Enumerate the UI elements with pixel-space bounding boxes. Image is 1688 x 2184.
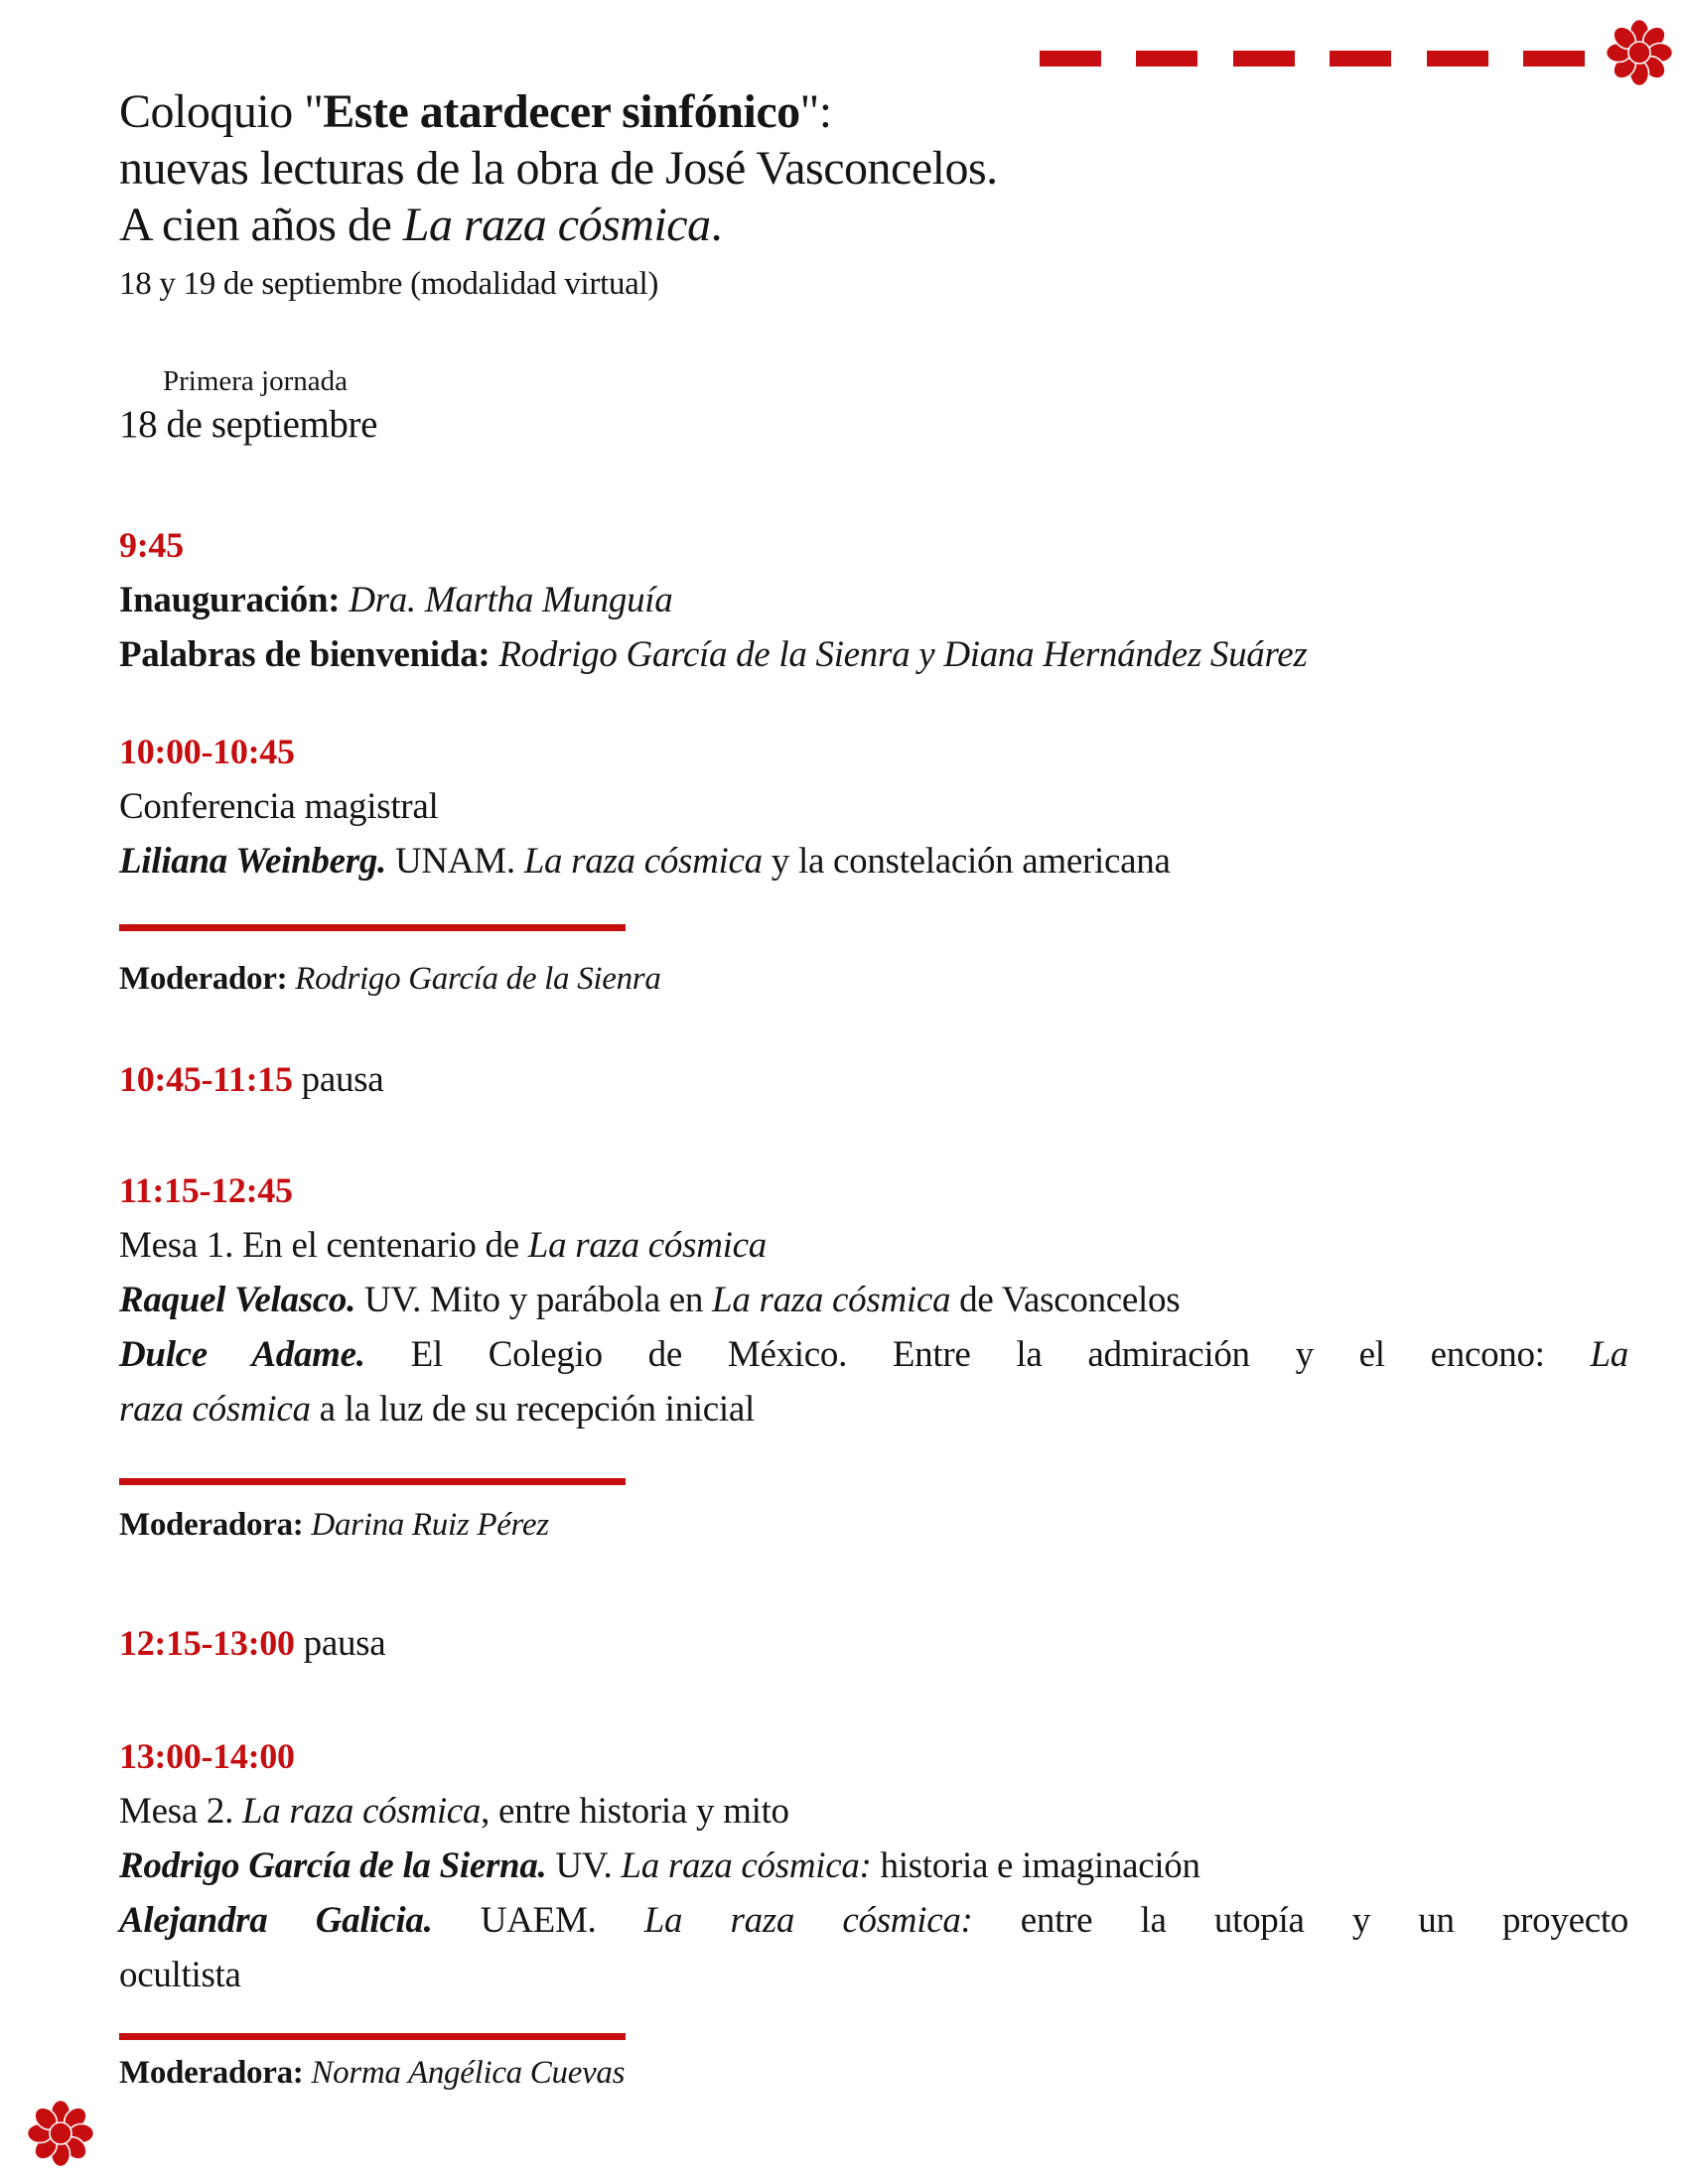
entry-text: UV. [546,1845,622,1886]
entry-label: Palabras de bienvenida: [119,634,491,675]
speaker-name: Dulce Adame. [119,1334,365,1375]
title-text: A cien años de [119,199,403,251]
moderator-label: Moderador: [119,961,288,997]
book-title-italic: La raza cósmica: [621,1845,872,1886]
schedule-entry-1300 [119,1729,1628,2002]
speaker-name: Rodrigo García de la Sierna. [119,1845,547,1886]
title-line-1 [119,83,1589,140]
book-title-italic: La [1590,1334,1628,1375]
entry-time-line [119,518,1628,573]
flower-icon [1607,20,1672,85]
moderator-label: Moderadora: [119,2055,304,2091]
entry-text: Conferencia magistral [119,786,439,827]
title-text: nuevas lecturas de la obra de José Vasconcelos. [119,142,998,195]
entry-line [119,779,1628,834]
entry-text: a la luz de su recepción inicial [310,1389,755,1430]
page-title [119,83,1589,253]
moderator-name: Rodrigo García de la Sienra [287,961,661,997]
entry-text: Mesa 2. [119,1791,242,1832]
entry-time: 11:15-12:45 [119,1170,293,1210]
schedule-entry-0945 [119,518,1628,682]
entry-line [119,1839,1628,1893]
entry-text: UAEM. [432,1900,644,1941]
jornada-label: Primera jornada [163,365,349,397]
dash-segment [1427,51,1488,67]
decorative-dashed-rule [1040,51,1585,67]
entry-line [119,1273,1628,1327]
dash-segment [1330,51,1391,67]
schedule-entry-1115 [119,1163,1628,1436]
entry-time: 12:15-13:00 [119,1623,295,1663]
red-divider-rule [119,1478,626,1485]
entry-line [119,1218,1628,1273]
entry-time: 10:00-10:45 [119,732,295,771]
book-title-italic: La raza cósmica [523,841,763,882]
dash-segment [1040,51,1101,67]
entry-time-line [119,1729,1628,1784]
entry-text: historia e imaginación [871,1845,1200,1886]
title-text: ": [799,85,832,138]
dash-segment [1136,51,1197,67]
dash-segment [1523,51,1585,67]
entry-text: y la constelación americana [762,841,1171,882]
dash-segment [1233,51,1295,67]
speaker-name: Rodrigo García de la Sienra y Diana Hernández Suárez [490,634,1308,675]
entry-line [119,627,1628,682]
pause-label: pausa [294,1623,386,1664]
red-divider-rule [119,2033,626,2040]
entry-text: entre la utopía y un proyecto [972,1900,1629,1941]
entry-line [119,834,1628,888]
speaker-name: Dra. Martha Munguía [340,580,673,620]
pause-label: pausa [292,1059,384,1100]
moderator-name: Norma Angélica Cuevas [303,2055,626,2091]
title-text: . [710,199,723,251]
entry-text: El Colegio de México. Entre la admiración y el encono: [364,1334,1591,1375]
entry-time: 13:00-14:00 [119,1736,295,1776]
moderator-line [119,1503,549,1547]
entry-time-line [119,1616,1628,1671]
book-title-italic: raza cósmica [119,1389,311,1430]
jornada-date: 18 de septiembre [119,403,378,446]
entry-time-line [119,1052,1628,1107]
title-line-3 [119,197,1589,253]
entry-line [119,1784,1628,1839]
entry-line [119,1327,1628,1382]
title-text: Coloquio " [119,85,324,138]
entry-text: ocultista [119,1955,241,1995]
speaker-name: Liliana Weinberg. [119,841,387,882]
schedule-entry-1000 [119,725,1628,888]
red-divider-rule [119,924,626,931]
entry-time: 10:45-11:15 [119,1059,293,1099]
entry-time-line [119,1163,1628,1218]
book-title-italic: La raza cósmica: [643,1900,973,1941]
schedule-entry-pausa-1045 [119,1052,1628,1107]
entry-time: 9:45 [119,525,184,565]
speaker-name: Raquel Velasco. [119,1280,356,1320]
moderator-line [119,2051,625,2095]
entry-line [119,1948,1628,2002]
event-dates-subtitle: 18 y 19 de septiembre (modalidad virtual) [119,266,659,302]
entry-text: , entre historia y mito [481,1791,789,1832]
entry-text: Mesa 1. En el centenario de [119,1225,528,1266]
moderator-label: Moderadora: [119,1507,304,1543]
moderator-name: Darina Ruiz Pérez [303,1507,549,1543]
moderator-line [119,957,661,1001]
book-title-italic: La raza cósmica [402,199,711,251]
entry-line [119,1382,1628,1436]
book-title-italic: La raza cósmica [527,1225,767,1266]
entry-text: UNAM. [386,841,524,882]
flower-icon [28,2101,93,2166]
book-title-italic: La raza cósmica [712,1280,951,1320]
entry-line [119,1893,1628,1948]
speaker-name: Alejandra Galicia. [119,1900,433,1941]
entry-line [119,573,1628,627]
title-line-2 [119,140,1589,197]
entry-text: de Vasconcelos [950,1280,1181,1320]
entry-text: UV. Mito y parábola en [355,1280,713,1320]
entry-label: Inauguración: [119,580,341,620]
schedule-entry-pausa-1215 [119,1616,1628,1671]
book-title-italic: La raza cósmica [242,1791,482,1832]
entry-time-line [119,725,1628,779]
title-text-bold: Este atardecer sinfónico [323,85,800,138]
